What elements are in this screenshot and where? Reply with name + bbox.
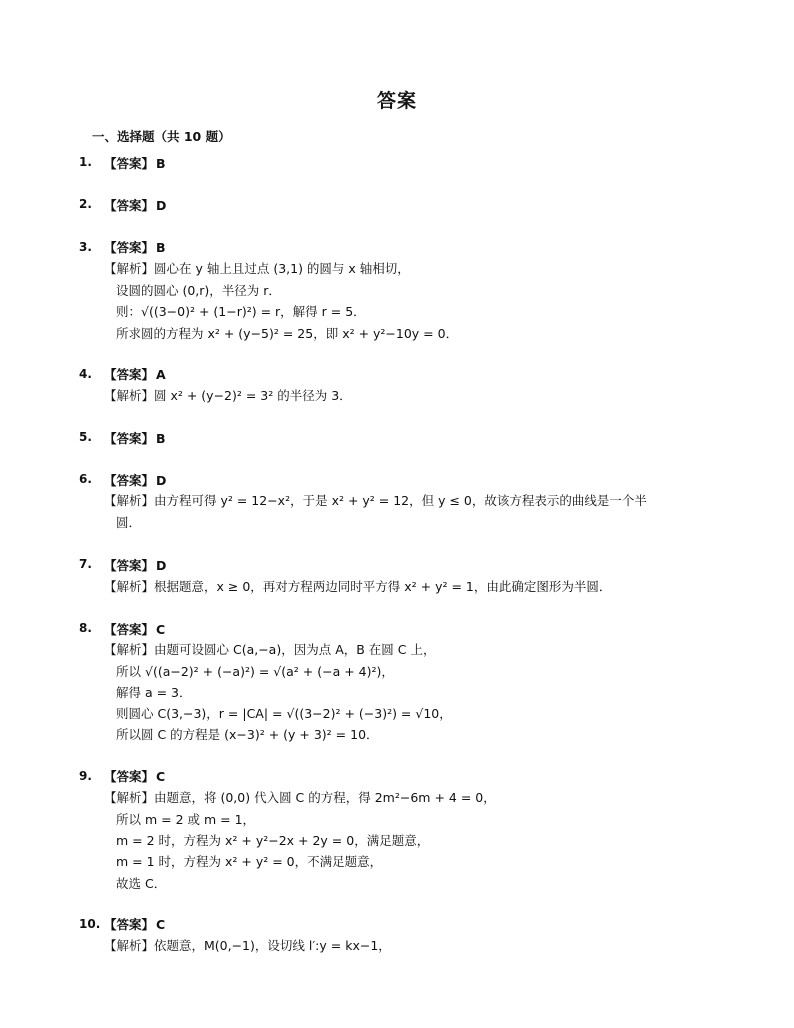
answer-line: [104, 915, 165, 933]
analysis-line: 故选 C．: [116, 876, 167, 891]
answer-value: B: [156, 431, 166, 446]
analysis-line: 【解析】由方程可得 y² = 12−x²，于是 x² + y² = 12，但 y ≤ 0，故该方程表示的曲线是一个半: [104, 493, 647, 508]
analysis-line: 【解析】根据题意，x ≥ 0，再对方程两边同时平方得 x² + y² = 1，由此确定图形为半圆．: [104, 579, 612, 594]
answer-line: [104, 620, 165, 638]
answer-label: 【答案】: [104, 431, 155, 446]
analysis-line: 【解析】由题可设圆心 C(a,−a)，因为点 A，B 在圆 C 上，: [104, 642, 436, 657]
answer-label: 【答案】: [104, 367, 155, 382]
item-number: 3.: [79, 240, 92, 254]
answer-line: [104, 154, 166, 172]
answer-value: D: [156, 558, 167, 573]
answer-value: B: [156, 240, 166, 255]
analysis-line: 解得 a = 3．: [116, 685, 192, 700]
answer-line: [104, 471, 166, 489]
answer-line: [104, 238, 166, 256]
analysis-line: 圆．: [116, 515, 142, 530]
page-title: 答案: [376, 90, 417, 112]
answer-label: 【答案】: [104, 917, 155, 932]
analysis-line: 【解析】圆心在 y 轴上且过点 (3,1) 的圆与 x 轴相切，: [104, 261, 410, 276]
analysis-line: 所以 m = 2 或 m = 1，: [116, 812, 256, 827]
answer-value: C: [156, 769, 166, 784]
answer-line: [104, 365, 166, 383]
analysis-line: 所求圆的方程为 x² + (y−5)² = 25，即 x² + y²−10y = 0．: [116, 326, 459, 341]
analysis-line: 设圆的圆心 (0,r)，半径为 r．: [116, 283, 281, 298]
answer-label: 【答案】: [104, 198, 155, 213]
answer-label: 【答案】: [104, 622, 155, 637]
item-number: 1.: [79, 155, 92, 169]
answer-label: 【答案】: [104, 240, 155, 255]
answer-label: 【答案】: [104, 558, 155, 573]
answer-value: D: [156, 198, 167, 213]
answer-value: A: [156, 367, 166, 382]
answer-line: [104, 767, 165, 785]
analysis-line: 所以圆 C 的方程是 (x−3)² + (y + 3)² = 10．: [116, 727, 379, 742]
analysis-line: m = 1 时，方程为 x² + y² = 0，不满足题意，: [116, 854, 383, 869]
answer-line: [104, 556, 166, 574]
answer-value: C: [156, 917, 166, 932]
item-number: 4.: [79, 367, 92, 381]
item-number: 5.: [79, 430, 92, 444]
item-number: 6.: [79, 472, 92, 486]
section-heading: 一、选择题（共 10 题）: [92, 129, 231, 144]
analysis-line: 则圆心 C(3,−3)，r = |CA| = √((3−2)² + (−3)²) = √10，: [116, 706, 452, 721]
analysis-line: 【解析】由题意，将 (0,0) 代入圆 C 的方程，得 2m²−6m + 4 = 0，: [104, 790, 496, 805]
item-number: 2.: [79, 197, 92, 211]
analysis-line: m = 2 时，方程为 x² + y²−2x + 2y = 0，满足题意，: [116, 833, 430, 848]
analysis-line: 则：√((3−0)² + (1−r)²) = r，解得 r = 5．: [116, 304, 366, 319]
analysis-line: 【解析】圆 x² + (y−2)² = 3² 的半径为 3．: [104, 388, 352, 403]
answer-line: [104, 196, 166, 214]
item-number: 10.: [79, 917, 101, 931]
answer-label: 【答案】: [104, 156, 155, 171]
answer-line: [104, 429, 166, 447]
answer-label: 【答案】: [104, 769, 155, 784]
analysis-line: 【解析】依题意，M(0,−1)，设切线 l′:y = kx−1，: [104, 938, 391, 953]
answer-value: B: [156, 156, 166, 171]
item-number: 7.: [79, 557, 92, 571]
answer-value: C: [156, 622, 166, 637]
item-number: 8.: [79, 621, 92, 635]
analysis-line: 所以 √((a−2)² + (−a)²) = √(a² + (−a + 4)²)，: [116, 664, 394, 679]
answer-value: D: [156, 473, 167, 488]
answer-label: 【答案】: [104, 473, 155, 488]
item-number: 9.: [79, 769, 92, 783]
